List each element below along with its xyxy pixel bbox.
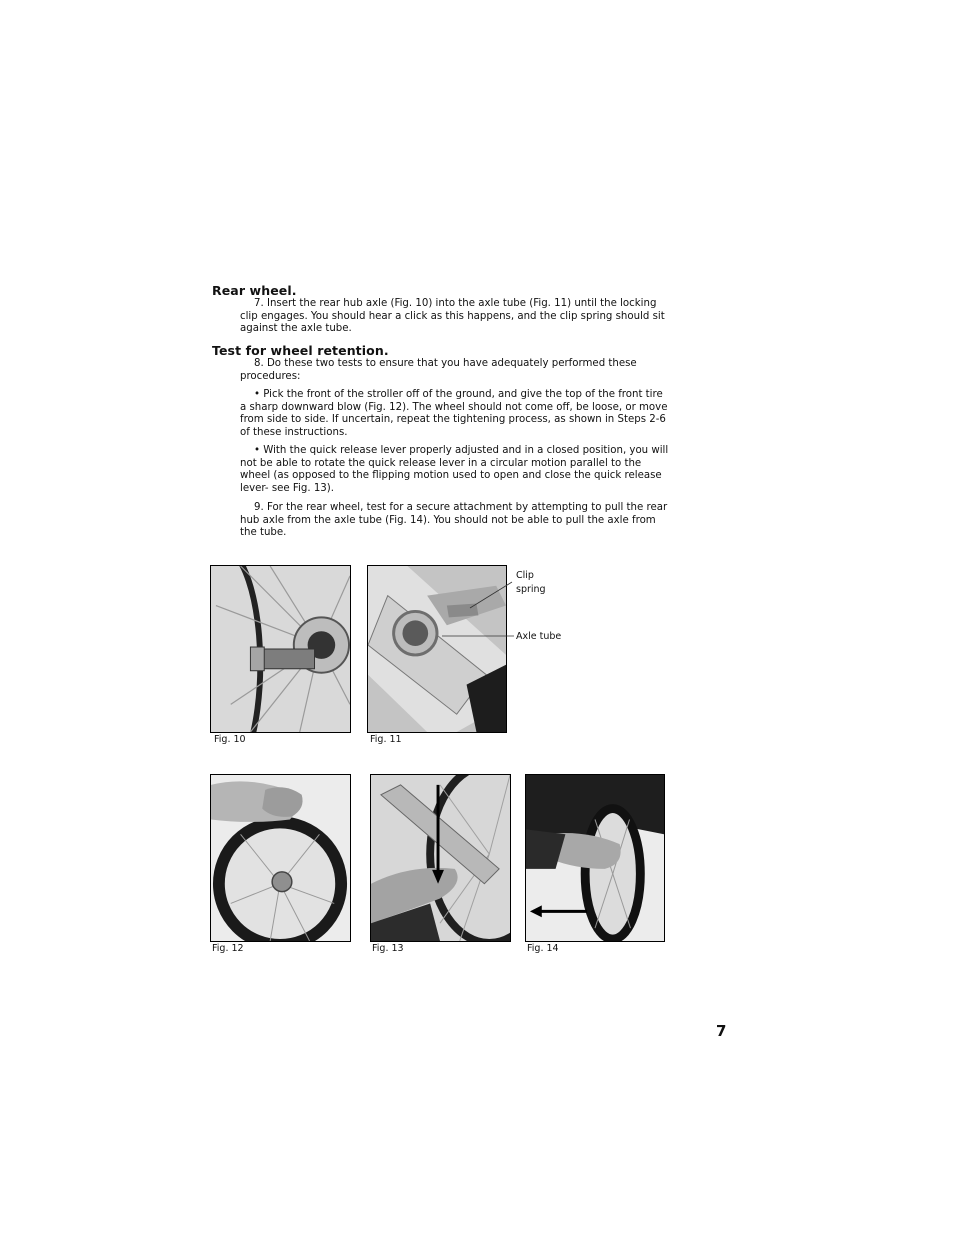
bullet-1-text: • Pick the front of the stroller off of the ground, and give the top of the front tire a sharp downward blow (Fig. 12). The wheel should not come off, be loose, or move from side to side. If uncertain, repeat the tightening process, as shown in Steps 2-6 of these instructions.	[240, 389, 668, 438]
figure-14-image	[525, 774, 665, 942]
paragraph-bullet-2	[240, 445, 672, 495]
bullet-2-text: • With the quick release lever properly adjusted and in a closed position, you will not be able to rotate the quick release lever in a circular motion parallel to the wheel (as opposed to the flipping motion used to open and close the quick release lever- see Fig. 13).	[240, 445, 669, 494]
callout-axle-tube: Axle tube	[516, 631, 562, 642]
heading-rear-wheel: Rear wheel.	[212, 283, 297, 298]
paragraph-step-8	[240, 358, 672, 383]
figure-13-image	[370, 774, 511, 942]
figure-13-caption: Fig. 13	[372, 943, 404, 954]
heading-wheel-retention: Test for wheel retention.	[212, 343, 389, 358]
step-9-text: 9. For the rear wheel, test for a secure attachment by attempting to pull the rear hub axle from the axle tube (Fig. 14). You should not be able to pull the axle from the tube.	[240, 502, 668, 539]
callout-clip-spring	[516, 569, 546, 597]
step-7-text: 7. Insert the rear hub axle (Fig. 10) into the axle tube (Fig. 11) until the locking clip engages. You should hear a click as this happens, and the clip spring should sit against the axle tube.	[240, 298, 665, 335]
figure-12-image	[210, 774, 351, 942]
paragraph-step-9	[240, 502, 672, 540]
paragraph-step-7	[240, 298, 672, 336]
figure-10-caption: Fig. 10	[214, 734, 246, 745]
page-number: 7	[716, 1022, 727, 1040]
figure-11-caption: Fig. 11	[370, 734, 402, 745]
callout-clip-word: Clip	[516, 570, 534, 581]
figure-10-image	[210, 565, 351, 733]
callout-spring-word: spring	[516, 584, 546, 595]
callout-leader-lines	[430, 575, 520, 645]
figure-14-caption: Fig. 14	[527, 943, 559, 954]
figure-12-caption: Fig. 12	[212, 943, 244, 954]
step-8-text: 8. Do these two tests to ensure that you have adequately performed these procedures:	[240, 358, 637, 382]
paragraph-bullet-1	[240, 389, 672, 439]
